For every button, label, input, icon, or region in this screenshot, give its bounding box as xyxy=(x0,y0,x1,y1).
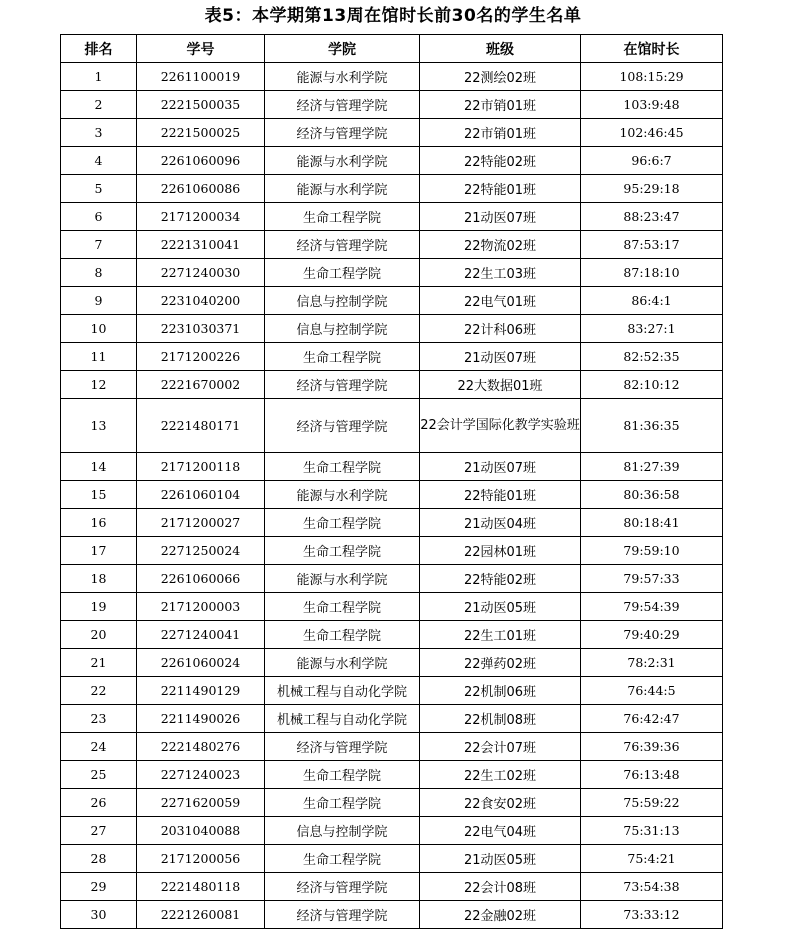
table-row xyxy=(61,371,723,399)
cell-duration: 79:59:10 xyxy=(581,537,723,565)
cell-college: 能源与水利学院 xyxy=(265,147,420,175)
cell-class: 22特能02班 xyxy=(420,147,581,175)
cell-college: 生命工程学院 xyxy=(265,845,420,873)
table-body xyxy=(61,63,723,929)
cell-duration: 102:46:45 xyxy=(581,119,723,147)
cell-student-id: 2271620059 xyxy=(137,789,265,817)
cell-duration: 76:13:48 xyxy=(581,761,723,789)
cell-duration: 81:27:39 xyxy=(581,453,723,481)
cell-student-id: 2271240030 xyxy=(137,259,265,287)
cell-duration: 80:18:41 xyxy=(581,509,723,537)
cell-rank: 2 xyxy=(61,91,137,119)
cell-duration: 78:2:31 xyxy=(581,649,723,677)
cell-duration: 87:53:17 xyxy=(581,231,723,259)
cell-rank: 21 xyxy=(61,649,137,677)
cell-student-id: 2031040088 xyxy=(137,817,265,845)
cell-class: 22弹药02班 xyxy=(420,649,581,677)
cell-duration: 96:6:7 xyxy=(581,147,723,175)
cell-student-id: 2221480276 xyxy=(137,733,265,761)
table-row xyxy=(61,593,723,621)
cell-student-id: 2171200056 xyxy=(137,845,265,873)
cell-college: 能源与水利学院 xyxy=(265,63,420,91)
cell-rank: 19 xyxy=(61,593,137,621)
cell-college: 能源与水利学院 xyxy=(265,565,420,593)
cell-college: 经济与管理学院 xyxy=(265,371,420,399)
table-row xyxy=(61,649,723,677)
cell-college: 机械工程与自动化学院 xyxy=(265,677,420,705)
cell-college: 机械工程与自动化学院 xyxy=(265,705,420,733)
cell-duration: 82:10:12 xyxy=(581,371,723,399)
table-row xyxy=(61,789,723,817)
cell-duration: 73:33:12 xyxy=(581,901,723,929)
cell-class: 22会计07班 xyxy=(420,733,581,761)
cell-duration: 76:44:5 xyxy=(581,677,723,705)
cell-rank: 8 xyxy=(61,259,137,287)
cell-duration: 75:31:13 xyxy=(581,817,723,845)
cell-class: 22大数据01班 xyxy=(420,371,581,399)
cell-student-id: 2171200034 xyxy=(137,203,265,231)
cell-duration: 86:4:1 xyxy=(581,287,723,315)
table-row xyxy=(61,621,723,649)
cell-rank: 14 xyxy=(61,453,137,481)
cell-college: 经济与管理学院 xyxy=(265,901,420,929)
cell-student-id: 2261060086 xyxy=(137,175,265,203)
cell-duration: 79:54:39 xyxy=(581,593,723,621)
cell-class: 22食安02班 xyxy=(420,789,581,817)
cell-class: 22会计学国际化教学实验班 xyxy=(420,399,581,453)
cell-duration: 88:23:47 xyxy=(581,203,723,231)
cell-rank: 20 xyxy=(61,621,137,649)
cell-class: 22会计08班 xyxy=(420,873,581,901)
cell-class: 22特能01班 xyxy=(420,481,581,509)
cell-class: 22金融02班 xyxy=(420,901,581,929)
cell-duration: 80:36:58 xyxy=(581,481,723,509)
table-row xyxy=(61,343,723,371)
cell-class: 22机制06班 xyxy=(420,677,581,705)
table-row xyxy=(61,203,723,231)
cell-college: 经济与管理学院 xyxy=(265,231,420,259)
header-class: 班级 xyxy=(420,35,581,63)
cell-college: 信息与控制学院 xyxy=(265,817,420,845)
cell-rank: 15 xyxy=(61,481,137,509)
table-row xyxy=(61,873,723,901)
cell-rank: 7 xyxy=(61,231,137,259)
cell-college: 能源与水利学院 xyxy=(265,649,420,677)
cell-duration: 75:4:21 xyxy=(581,845,723,873)
student-roster-table xyxy=(60,34,723,929)
table-row xyxy=(61,287,723,315)
cell-college: 经济与管理学院 xyxy=(265,733,420,761)
cell-college: 生命工程学院 xyxy=(265,761,420,789)
cell-student-id: 2271250024 xyxy=(137,537,265,565)
table-row xyxy=(61,761,723,789)
cell-duration: 83:27:1 xyxy=(581,315,723,343)
cell-class: 22电气01班 xyxy=(420,287,581,315)
cell-college: 能源与水利学院 xyxy=(265,481,420,509)
cell-student-id: 2221500035 xyxy=(137,91,265,119)
cell-student-id: 2231030371 xyxy=(137,315,265,343)
cell-class: 22物流02班 xyxy=(420,231,581,259)
cell-college: 生命工程学院 xyxy=(265,789,420,817)
cell-college: 生命工程学院 xyxy=(265,203,420,231)
cell-student-id: 2221480171 xyxy=(137,399,265,453)
cell-student-id: 2221670002 xyxy=(137,371,265,399)
table-row xyxy=(61,453,723,481)
table-row xyxy=(61,677,723,705)
cell-college: 能源与水利学院 xyxy=(265,175,420,203)
table-row xyxy=(61,259,723,287)
table-row xyxy=(61,733,723,761)
table-row xyxy=(61,509,723,537)
cell-rank: 18 xyxy=(61,565,137,593)
cell-rank: 13 xyxy=(61,399,137,453)
cell-rank: 26 xyxy=(61,789,137,817)
cell-rank: 30 xyxy=(61,901,137,929)
cell-student-id: 2221310041 xyxy=(137,231,265,259)
cell-class: 22生工01班 xyxy=(420,621,581,649)
cell-class: 22特能01班 xyxy=(420,175,581,203)
cell-rank: 12 xyxy=(61,371,137,399)
table-row xyxy=(61,119,723,147)
header-duration: 在馆时长 xyxy=(581,35,723,63)
cell-student-id: 2261060024 xyxy=(137,649,265,677)
cell-duration: 81:36:35 xyxy=(581,399,723,453)
cell-college: 信息与控制学院 xyxy=(265,315,420,343)
cell-duration: 76:42:47 xyxy=(581,705,723,733)
cell-class: 22园林01班 xyxy=(420,537,581,565)
header-rank: 排名 xyxy=(61,35,137,63)
cell-class: 22生工03班 xyxy=(420,259,581,287)
cell-student-id: 2261060104 xyxy=(137,481,265,509)
cell-student-id: 2171200003 xyxy=(137,593,265,621)
table-row xyxy=(61,315,723,343)
cell-student-id: 2211490129 xyxy=(137,677,265,705)
cell-college: 生命工程学院 xyxy=(265,453,420,481)
table-row xyxy=(61,63,723,91)
cell-rank: 17 xyxy=(61,537,137,565)
cell-duration: 79:40:29 xyxy=(581,621,723,649)
cell-student-id: 2171200226 xyxy=(137,343,265,371)
cell-class: 22计科06班 xyxy=(420,315,581,343)
cell-student-id: 2261060066 xyxy=(137,565,265,593)
table-row xyxy=(61,399,723,453)
table-row xyxy=(61,91,723,119)
table-row xyxy=(61,175,723,203)
cell-class: 21动医07班 xyxy=(420,203,581,231)
cell-college: 生命工程学院 xyxy=(265,343,420,371)
cell-duration: 95:29:18 xyxy=(581,175,723,203)
table-row xyxy=(61,705,723,733)
cell-class: 21动医05班 xyxy=(420,845,581,873)
cell-class: 22测绘02班 xyxy=(420,63,581,91)
cell-duration: 76:39:36 xyxy=(581,733,723,761)
cell-rank: 16 xyxy=(61,509,137,537)
cell-rank: 3 xyxy=(61,119,137,147)
cell-college: 生命工程学院 xyxy=(265,259,420,287)
table-row xyxy=(61,817,723,845)
cell-duration: 79:57:33 xyxy=(581,565,723,593)
cell-class: 21动医07班 xyxy=(420,453,581,481)
cell-rank: 4 xyxy=(61,147,137,175)
cell-class: 22机制08班 xyxy=(420,705,581,733)
cell-duration: 103:9:48 xyxy=(581,91,723,119)
cell-duration: 108:15:29 xyxy=(581,63,723,91)
cell-class: 21动医04班 xyxy=(420,509,581,537)
cell-college: 信息与控制学院 xyxy=(265,287,420,315)
table-row xyxy=(61,901,723,929)
header-student-id: 学号 xyxy=(137,35,265,63)
cell-student-id: 2221480118 xyxy=(137,873,265,901)
cell-class: 22市销01班 xyxy=(420,91,581,119)
cell-college: 经济与管理学院 xyxy=(265,119,420,147)
cell-student-id: 2231040200 xyxy=(137,287,265,315)
cell-class: 22生工02班 xyxy=(420,761,581,789)
cell-rank: 5 xyxy=(61,175,137,203)
table-row xyxy=(61,537,723,565)
cell-college: 经济与管理学院 xyxy=(265,399,420,453)
cell-rank: 6 xyxy=(61,203,137,231)
table-row xyxy=(61,231,723,259)
cell-class: 22市销01班 xyxy=(420,119,581,147)
cell-student-id: 2261060096 xyxy=(137,147,265,175)
header-college: 学院 xyxy=(265,35,420,63)
cell-duration: 82:52:35 xyxy=(581,343,723,371)
cell-duration: 87:18:10 xyxy=(581,259,723,287)
table-row xyxy=(61,147,723,175)
cell-class: 21动医07班 xyxy=(420,343,581,371)
table-header-row xyxy=(61,35,723,63)
cell-rank: 24 xyxy=(61,733,137,761)
cell-student-id: 2271240023 xyxy=(137,761,265,789)
cell-rank: 11 xyxy=(61,343,137,371)
cell-rank: 27 xyxy=(61,817,137,845)
cell-student-id: 2171200118 xyxy=(137,453,265,481)
cell-rank: 25 xyxy=(61,761,137,789)
cell-student-id: 2221500025 xyxy=(137,119,265,147)
cell-college: 生命工程学院 xyxy=(265,593,420,621)
cell-college: 经济与管理学院 xyxy=(265,91,420,119)
cell-college: 经济与管理学院 xyxy=(265,873,420,901)
cell-rank: 29 xyxy=(61,873,137,901)
cell-class: 21动医05班 xyxy=(420,593,581,621)
cell-rank: 22 xyxy=(61,677,137,705)
table-row xyxy=(61,845,723,873)
cell-college: 生命工程学院 xyxy=(265,537,420,565)
table-title: 表5：本学期第13周在馆时长前30名的学生名单 xyxy=(204,6,582,26)
cell-student-id: 2261100019 xyxy=(137,63,265,91)
cell-rank: 9 xyxy=(61,287,137,315)
cell-rank: 28 xyxy=(61,845,137,873)
cell-class: 22电气04班 xyxy=(420,817,581,845)
cell-rank: 23 xyxy=(61,705,137,733)
cell-duration: 73:54:38 xyxy=(581,873,723,901)
cell-college: 生命工程学院 xyxy=(265,621,420,649)
cell-duration: 75:59:22 xyxy=(581,789,723,817)
cell-student-id: 2211490026 xyxy=(137,705,265,733)
cell-student-id: 2271240041 xyxy=(137,621,265,649)
cell-college: 生命工程学院 xyxy=(265,509,420,537)
table-row xyxy=(61,481,723,509)
cell-student-id: 2221260081 xyxy=(137,901,265,929)
table-row xyxy=(61,565,723,593)
cell-rank: 1 xyxy=(61,63,137,91)
cell-student-id: 2171200027 xyxy=(137,509,265,537)
cell-rank: 10 xyxy=(61,315,137,343)
cell-class: 22特能02班 xyxy=(420,565,581,593)
